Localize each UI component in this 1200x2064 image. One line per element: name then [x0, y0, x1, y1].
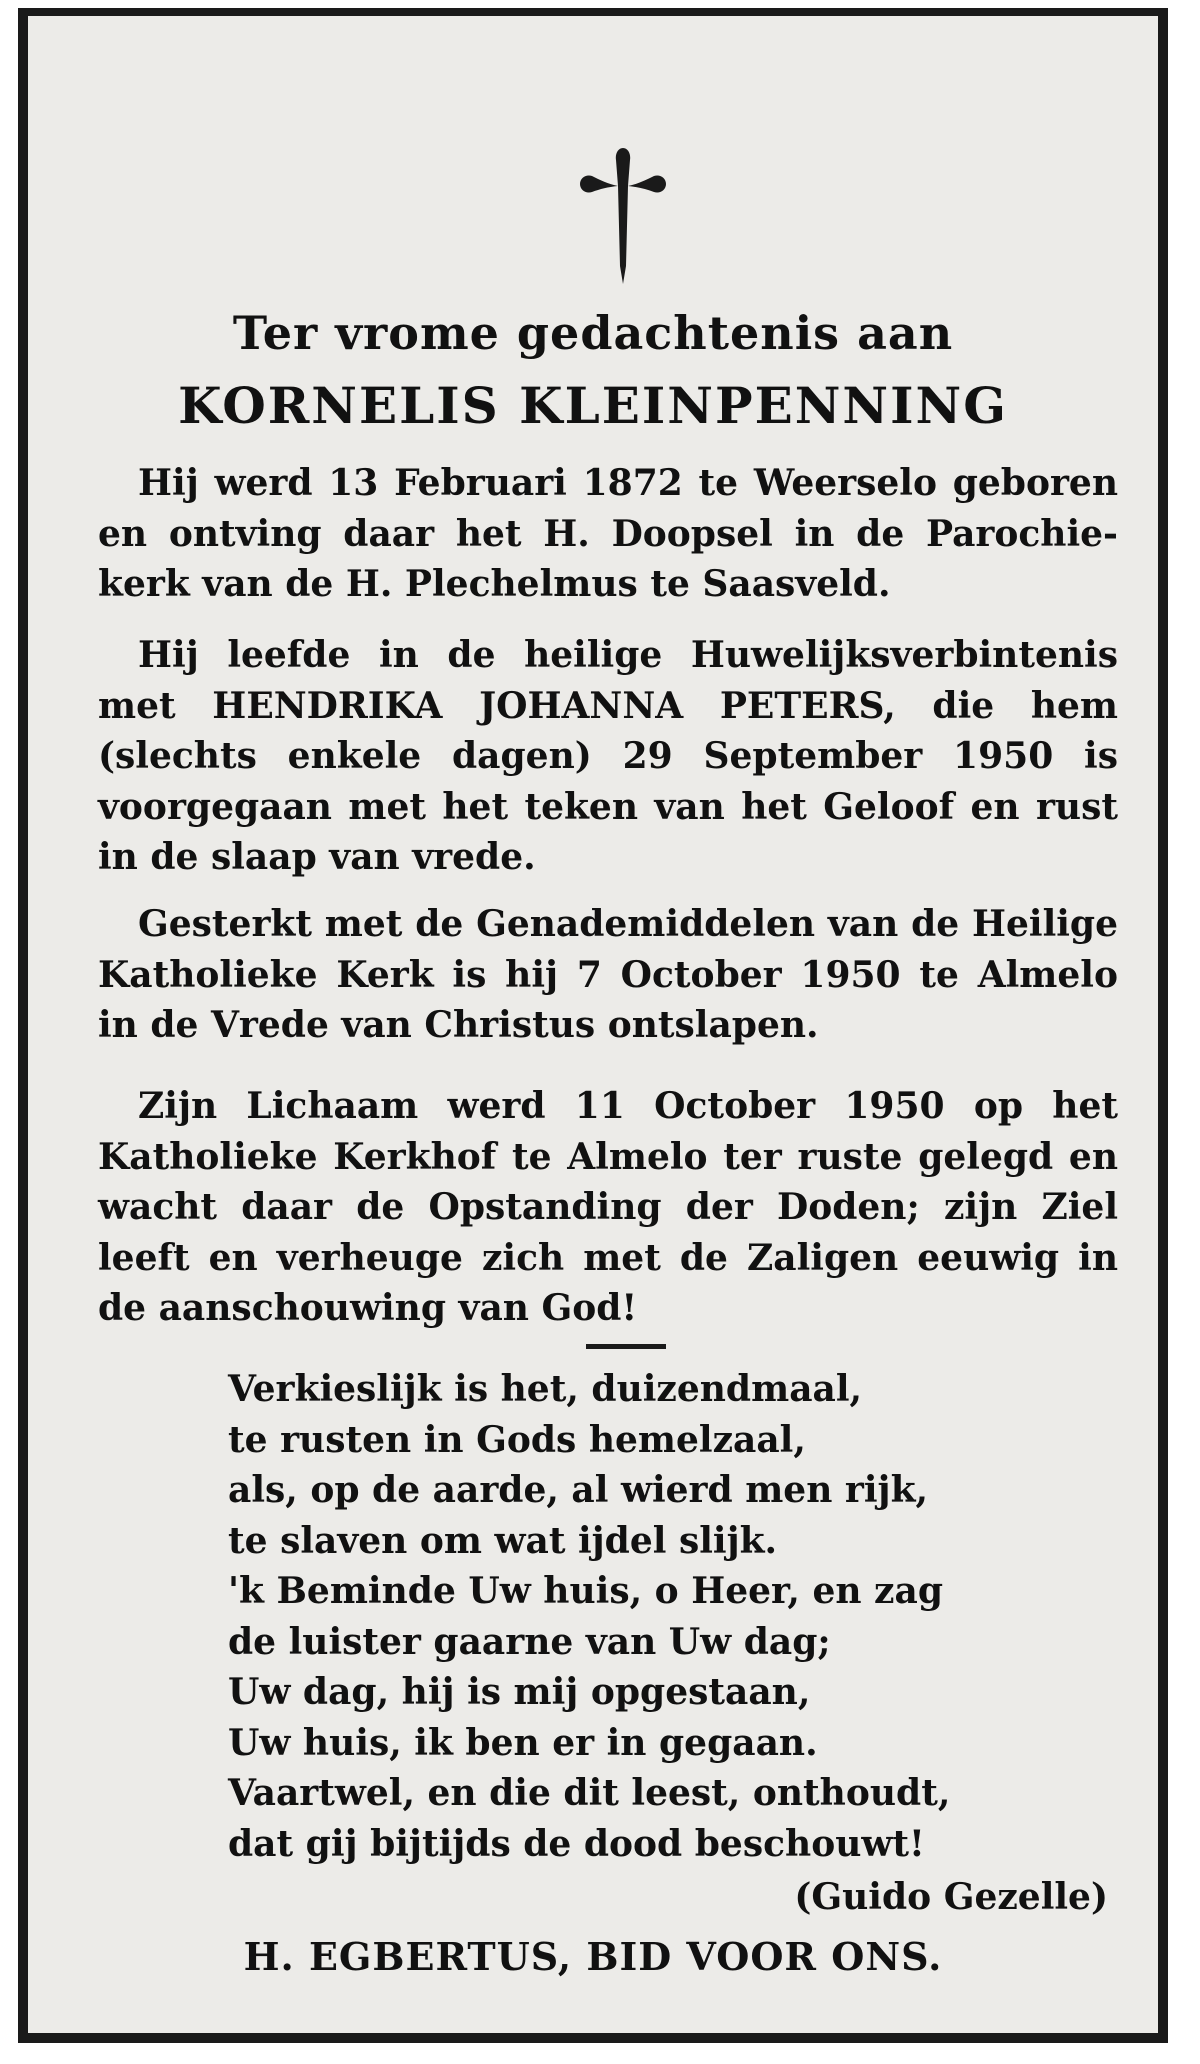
poem-line: Uw huis, ik ben er in gegaan. [228, 1721, 818, 1764]
closing-prayer: H. EGBERTUS, BID VOOR ONS. [243, 1934, 943, 1979]
birth-paragraph: Hij werd 13 Februari 1872 te Weerselo geboren en ontving daar het H. Doopsel in de Parochie-kerk van de H. Plechelmus te Saasveld. [98, 462, 1118, 605]
death-paragraph: Gesterkt met de Genademiddelen van de Heilige Katholieke Kerk is hij 7 October 1950 te Almelo in de Vrede van Christus ontslapen. [98, 903, 1118, 1046]
poem-line: te rusten in Gods hemelzaal, [228, 1418, 806, 1461]
poem-line: Vaartwel, en die dit leest, onthoudt, [228, 1772, 951, 1814]
poem-line: als, op de aarde, al wierd men rijk, [228, 1469, 929, 1511]
poem-line: dat gij bijtijds de dood beschouwt! [228, 1822, 925, 1865]
poem-attribution: (Guido Gezelle) [794, 1876, 1108, 1918]
memorial-card [18, 8, 1168, 2043]
poem-line: de luister gaarne van Uw dag; [228, 1620, 831, 1663]
poem [228, 1364, 1128, 1869]
poem-line: 'k Beminde Uw huis, o Heer, en zag [228, 1570, 943, 1612]
poem-line: te slaven om wat ijdel slijk. [228, 1519, 778, 1562]
section-divider [586, 1344, 666, 1349]
poem-line: Uw dag, hij is mij opgestaan, [228, 1671, 811, 1713]
poem-line: Verkieslijk is het, duizendmaal, [228, 1368, 863, 1410]
cross-icon [578, 146, 668, 286]
burial-paragraph: Zijn Lichaam werd 11 October 1950 op het Katholieke Kerkhof te Almelo ter ruste gelegd en wacht daar de Opstanding der Doden; zijn Ziel leeft en verheuge zich met de Zaligen eeuwig in de aanschouwing van God! [98, 1085, 1118, 1329]
marriage-paragraph: Hij leefde in de heilige Huwelijksverbintenis met HENDRIKA JOHANNA PETERS, die hem (slechts enkele dagen) 29 September 1950 is voorgegaan met het teken van het Geloof en rust in de slaap van vrede. [98, 634, 1118, 878]
deceased-name: KORNELIS KLEINPENNING [178, 376, 1008, 435]
memory-heading: Ter vrome gedachtenis aan [232, 306, 954, 360]
